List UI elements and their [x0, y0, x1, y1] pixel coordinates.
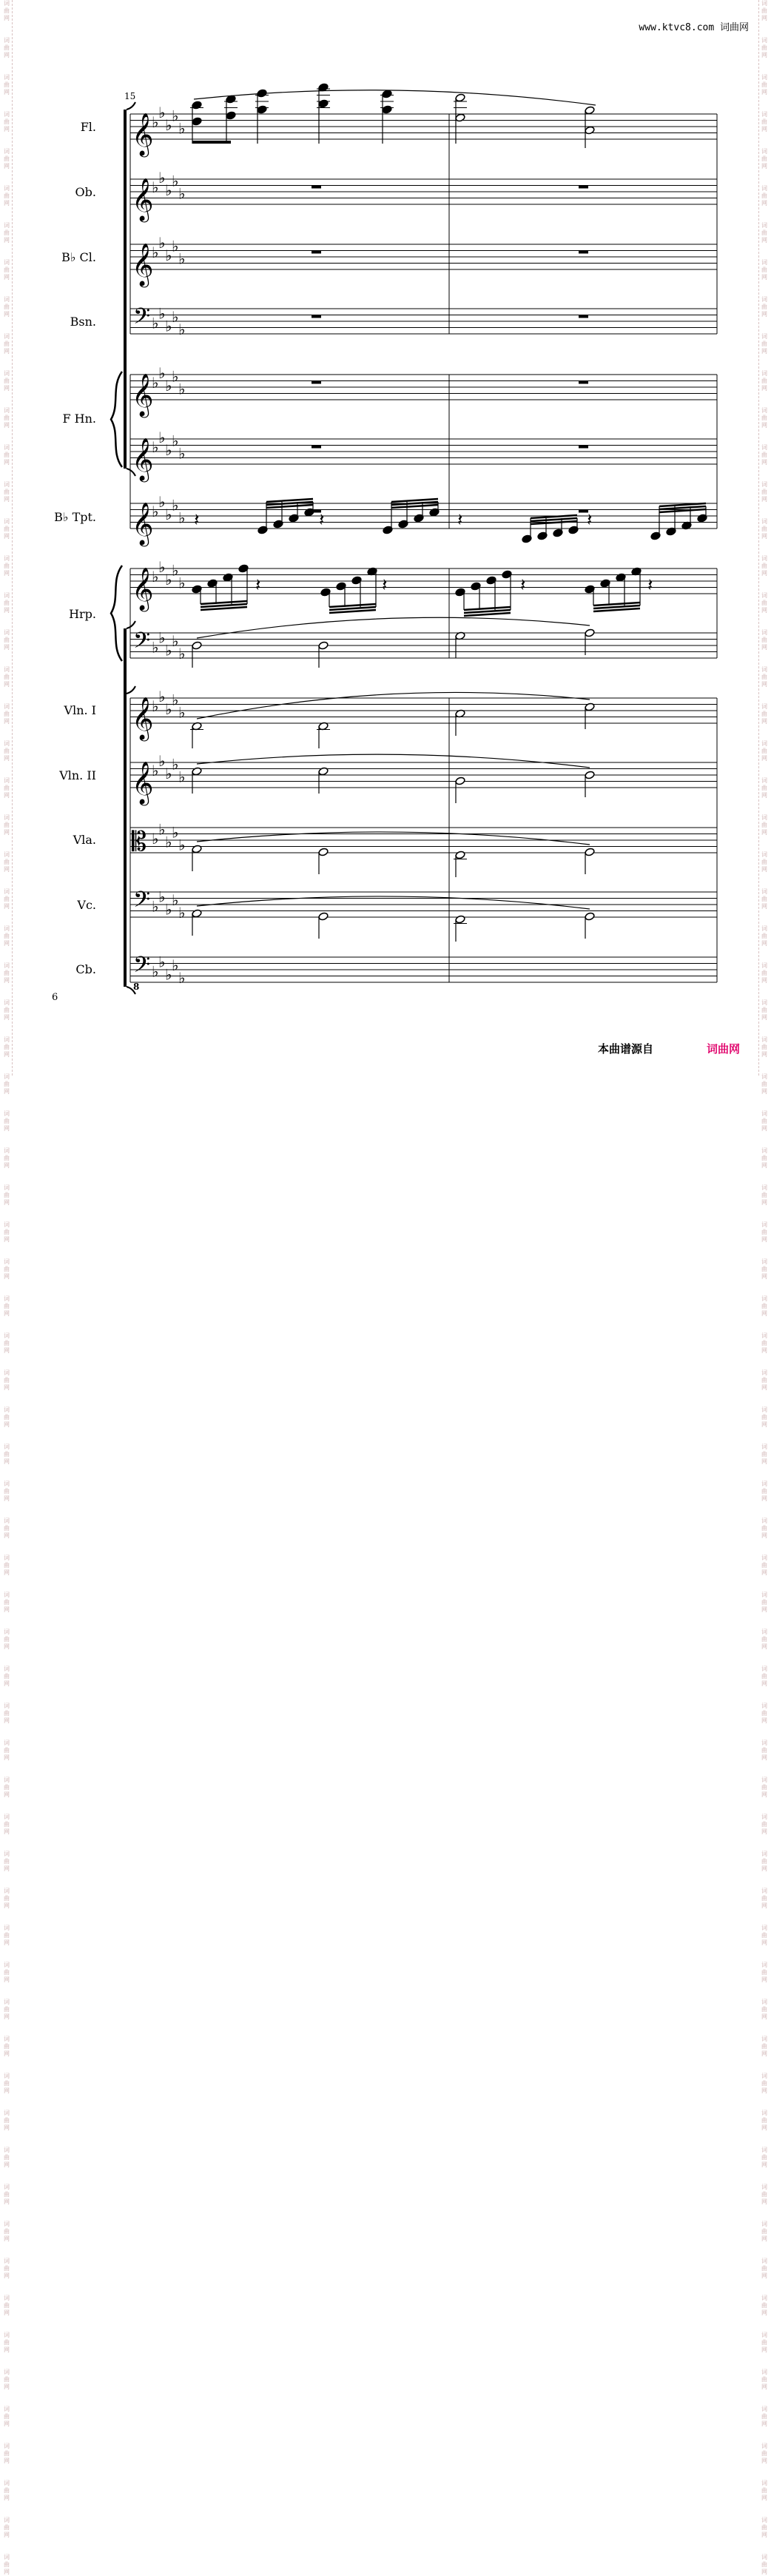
flat-icon: ♭ [165, 700, 172, 718]
bass-clef-icon: 𝄢 [133, 628, 151, 659]
flat-icon: ♭ [152, 502, 159, 520]
quarter-rest-icon: 𝄽 [647, 574, 653, 595]
quarter-rest-icon: 𝄽 [319, 509, 325, 530]
flat-icon: ♭ [158, 558, 166, 576]
footer-source-text: 本曲谱源自 [598, 1042, 654, 1056]
treble-clef-icon: 𝄞 [132, 697, 154, 739]
flat-icon: ♭ [158, 628, 166, 647]
treble-clef-icon: 𝄞 [132, 502, 154, 545]
site-header[interactable]: www.ktvc8.com 词曲网 [639, 22, 749, 33]
flat-icon: ♭ [172, 890, 179, 909]
notehead [192, 845, 202, 853]
flat-icon: ♭ [152, 437, 159, 456]
whole-rest-icon [579, 446, 588, 449]
flat-icon: ♭ [178, 509, 186, 527]
label-contrabass: Cb. [75, 962, 96, 976]
strings-bracket [124, 628, 127, 922]
score-notation [0, 0, 771, 1076]
flat-icon: ♭ [178, 184, 186, 203]
flat-icon: ♭ [158, 429, 166, 446]
quarter-rest-icon: 𝄽 [255, 574, 261, 595]
notehead [192, 641, 202, 650]
notehead [226, 111, 236, 120]
flat-icon: ♭ [165, 641, 172, 660]
beam [192, 141, 231, 144]
flat-icon: ♭ [172, 631, 179, 650]
flat-icon: ♭ [178, 320, 186, 338]
flat-icon: ♭ [165, 571, 172, 588]
flat-icon: ♭ [178, 968, 186, 987]
flat-icon: ♭ [158, 104, 166, 121]
flat-icon: ♭ [158, 688, 166, 705]
whole-rest-icon [579, 315, 588, 318]
notehead [192, 101, 202, 110]
notehead [318, 99, 329, 108]
whole-rest-icon [312, 186, 321, 189]
quarter-rest-icon: 𝄽 [520, 574, 526, 595]
alto-clef-icon: 𝄡 [132, 827, 147, 857]
flat-icon: ♭ [172, 691, 179, 709]
label-violin-2: Vln. II [59, 768, 96, 782]
flat-icon: ♭ [152, 113, 159, 131]
flat-icon: ♭ [178, 644, 186, 663]
flat-icon: ♭ [172, 755, 179, 774]
flat-icon: ♭ [178, 768, 186, 786]
label-violin-1: Vln. I [64, 703, 96, 717]
flat-icon: ♭ [152, 897, 159, 916]
page-number: 6 [52, 992, 58, 1003]
notehead [318, 767, 329, 776]
flat-icon: ♭ [158, 304, 166, 323]
treble-clef-icon: 𝄞 [132, 761, 154, 804]
flat-icon: ♭ [172, 432, 179, 450]
flat-icon: ♭ [165, 181, 172, 199]
side-watermark-left: 词 曲 网 词 曲 网 词 曲 网 词 曲 网 词 曲 网 词 曲 网 词 曲 网 词 曲 网 词 曲 网 词 曲 网 词 曲 网 词 曲 网 词 曲 网 词 曲 网 词 曲 网 词 曲 网 词 曲 网 词 曲 网 词 曲 网 词 曲 网 词 曲 网 词 曲 网 词 曲 网 词 曲 网 词 曲 网 词 曲 网 词 曲 网 词 曲 网 词 曲 网 词 曲 网 词 曲 网 词 曲 网 词 曲 网 词 曲 网 词 曲 网 词 曲 网 词 曲 网 词 曲 网 词 曲 网 词 曲 网 词 曲 网 词 曲 网 词 曲 网 词 曲 网 词 曲 网 词 曲 网 词 曲 网 词 曲 网 词 曲 网 词 曲 网 词 曲 网 词 曲 网 词 曲 网 词 曲 网 词 曲 网 词 曲 网 词 曲 网 词 曲 网 词 曲 网 词 曲 网 词 曲 网 词 曲 网 词 曲 网 词 曲 网 词 曲 网 词 曲 网 词 曲 网 词 曲 网 词 曲 网 词 曲 网 [1, 0, 13, 1076]
treble-clef-icon: 𝄞 [132, 178, 154, 221]
label-harp: Hrp. [69, 607, 96, 621]
notehead [585, 912, 595, 921]
whole-rest-icon [312, 381, 321, 384]
treble-clef-icon: 𝄞 [132, 243, 154, 286]
slur [197, 754, 590, 768]
flat-icon: ♭ [152, 243, 159, 261]
notehead [585, 771, 595, 779]
label-viola: Vla. [73, 833, 96, 847]
flat-icon: ♭ [178, 119, 186, 138]
flat-icon: ♭ [172, 367, 179, 386]
flat-icon: ♭ [152, 567, 159, 586]
flat-icon: ♭ [165, 377, 172, 395]
slur [197, 692, 590, 719]
flat-icon: ♭ [165, 116, 172, 134]
flat-icon: ♭ [165, 965, 172, 984]
quarter-rest-icon: 𝄽 [194, 509, 200, 530]
treble-clef-icon: 𝄞 [132, 373, 154, 416]
flat-icon: ♭ [178, 903, 186, 922]
flat-icon: ♭ [152, 962, 159, 981]
flat-icon: ♭ [165, 900, 172, 919]
bass-clef-icon: 𝄢 [133, 888, 151, 918]
notehead [318, 912, 329, 921]
treble-clef-icon: 𝄞 [132, 437, 154, 480]
notehead [192, 909, 202, 918]
label-bassoon: Bsn. [70, 315, 96, 329]
flat-icon: ♭ [172, 956, 179, 974]
treble-clef-icon: 𝄞 [132, 113, 154, 155]
notehead [382, 105, 392, 114]
notehead [455, 93, 465, 102]
flat-icon: ♭ [172, 823, 179, 842]
flat-icon: ♭ [165, 441, 172, 459]
measure-number: 15 [124, 91, 136, 101]
quarter-rest-icon: 𝄽 [382, 574, 388, 595]
notehead [455, 113, 465, 122]
flat-icon: ♭ [158, 820, 166, 839]
flat-icon: ♭ [172, 107, 179, 125]
slur [197, 617, 590, 638]
whole-rest-icon [579, 251, 588, 254]
notehead [192, 117, 202, 126]
flat-icon: ♭ [152, 314, 159, 332]
flat-icon: ♭ [158, 752, 166, 770]
flat-icon: ♭ [158, 953, 166, 971]
treble-clef-icon: 𝄞 [132, 567, 154, 610]
flat-icon: ♭ [178, 703, 186, 722]
flat-icon: ♭ [165, 246, 172, 264]
flat-icon: ♭ [158, 888, 166, 906]
flat-icon: ♭ [165, 833, 172, 851]
notehead [382, 90, 392, 98]
label-horn: F Hn. [62, 412, 96, 426]
label-clarinet: B♭ Cl. [61, 250, 96, 264]
flat-icon: ♭ [152, 697, 159, 715]
system-bracket [124, 110, 127, 469]
bass-clef-icon: 𝄢 [133, 304, 151, 335]
notehead [455, 915, 465, 924]
label-flute: Fl. [80, 120, 96, 134]
flat-icon: ♭ [152, 373, 159, 392]
flat-icon: ♭ [158, 364, 166, 382]
flat-icon: ♭ [152, 761, 159, 779]
whole-rest-icon [579, 381, 588, 384]
whole-rest-icon [312, 251, 321, 254]
flat-icon: ♭ [158, 234, 166, 252]
bracket-hook [127, 621, 135, 628]
footer-brand[interactable]: 词曲网 [707, 1042, 741, 1056]
flat-icon: ♭ [178, 380, 186, 398]
slur [194, 90, 596, 105]
flat-icon: ♭ [172, 172, 179, 190]
notehead [585, 106, 595, 115]
flat-icon: ♭ [158, 169, 166, 187]
label-cello: Vc. [77, 898, 96, 912]
notehead [257, 105, 267, 114]
flat-icon: ♭ [178, 444, 186, 463]
brace-icon [111, 372, 122, 467]
label-trumpet: B♭ Tpt. [54, 510, 96, 524]
bass-clef-icon: 𝄢 [133, 953, 151, 983]
whole-rest-icon [312, 315, 321, 318]
flat-icon: ♭ [158, 493, 166, 511]
flat-icon: ♭ [152, 830, 159, 848]
whole-rest-icon [579, 186, 588, 189]
flat-icon: ♭ [172, 496, 179, 514]
label-oboe: Ob. [75, 185, 96, 199]
bracket-hook [127, 686, 135, 694]
notehead [455, 851, 465, 859]
notehead [585, 848, 595, 856]
notehead [585, 702, 595, 711]
side-watermark-right: 词 曲 网 词 曲 网 词 曲 网 词 曲 网 词 曲 网 词 曲 网 词 曲 网 词 曲 网 词 曲 网 词 曲 网 词 曲 网 词 曲 网 词 曲 网 词 曲 网 词 曲 网 词 曲 网 词 曲 网 词 曲 网 词 曲 网 词 曲 网 词 曲 网 词 曲 网 词 曲 网 词 曲 网 词 曲 网 词 曲 网 词 曲 网 词 曲 网 词 曲 网 词 曲 网 词 曲 网 词 曲 网 词 曲 网 词 曲 网 词 曲 网 词 曲 网 词 曲 网 词 曲 网 词 曲 网 词 曲 网 词 曲 网 词 曲 网 词 曲 网 词 曲 网 词 曲 网 词 曲 网 词 曲 网 词 曲 网 词 曲 网 词 曲 网 词 曲 网 词 曲 网 词 曲 网 词 曲 网 词 曲 网 词 曲 网 词 曲 网 词 曲 网 词 曲 网 词 曲 网 词 曲 网 词 曲 网 词 曲 网 词 曲 网 词 曲 网 词 曲 网 词 曲 网 词 曲 网 词 曲 网 词 曲 网 [758, 0, 770, 1076]
flat-icon: ♭ [165, 317, 172, 335]
notehead [318, 848, 329, 856]
flat-icon: ♭ [178, 574, 186, 592]
flat-icon: ♭ [178, 249, 186, 268]
flat-icon: ♭ [172, 307, 179, 326]
flat-icon: ♭ [152, 638, 159, 657]
quarter-rest-icon: 𝄽 [457, 509, 463, 530]
whole-rest-icon [312, 446, 321, 449]
notehead [455, 777, 465, 785]
notehead [585, 126, 595, 135]
flat-icon: ♭ [165, 765, 172, 782]
notehead [585, 628, 595, 637]
quarter-rest-icon: 𝄽 [587, 509, 593, 530]
octave-8-mark: 8 [133, 982, 140, 992]
bracket-hook [127, 102, 135, 110]
flat-icon: ♭ [152, 178, 159, 196]
flat-icon: ♭ [178, 836, 186, 854]
notehead [318, 641, 329, 650]
flat-icon: ♭ [172, 561, 179, 580]
flat-icon: ♭ [165, 506, 172, 523]
notehead [192, 767, 202, 776]
brace-icon [111, 566, 122, 661]
flat-icon: ♭ [172, 237, 179, 255]
